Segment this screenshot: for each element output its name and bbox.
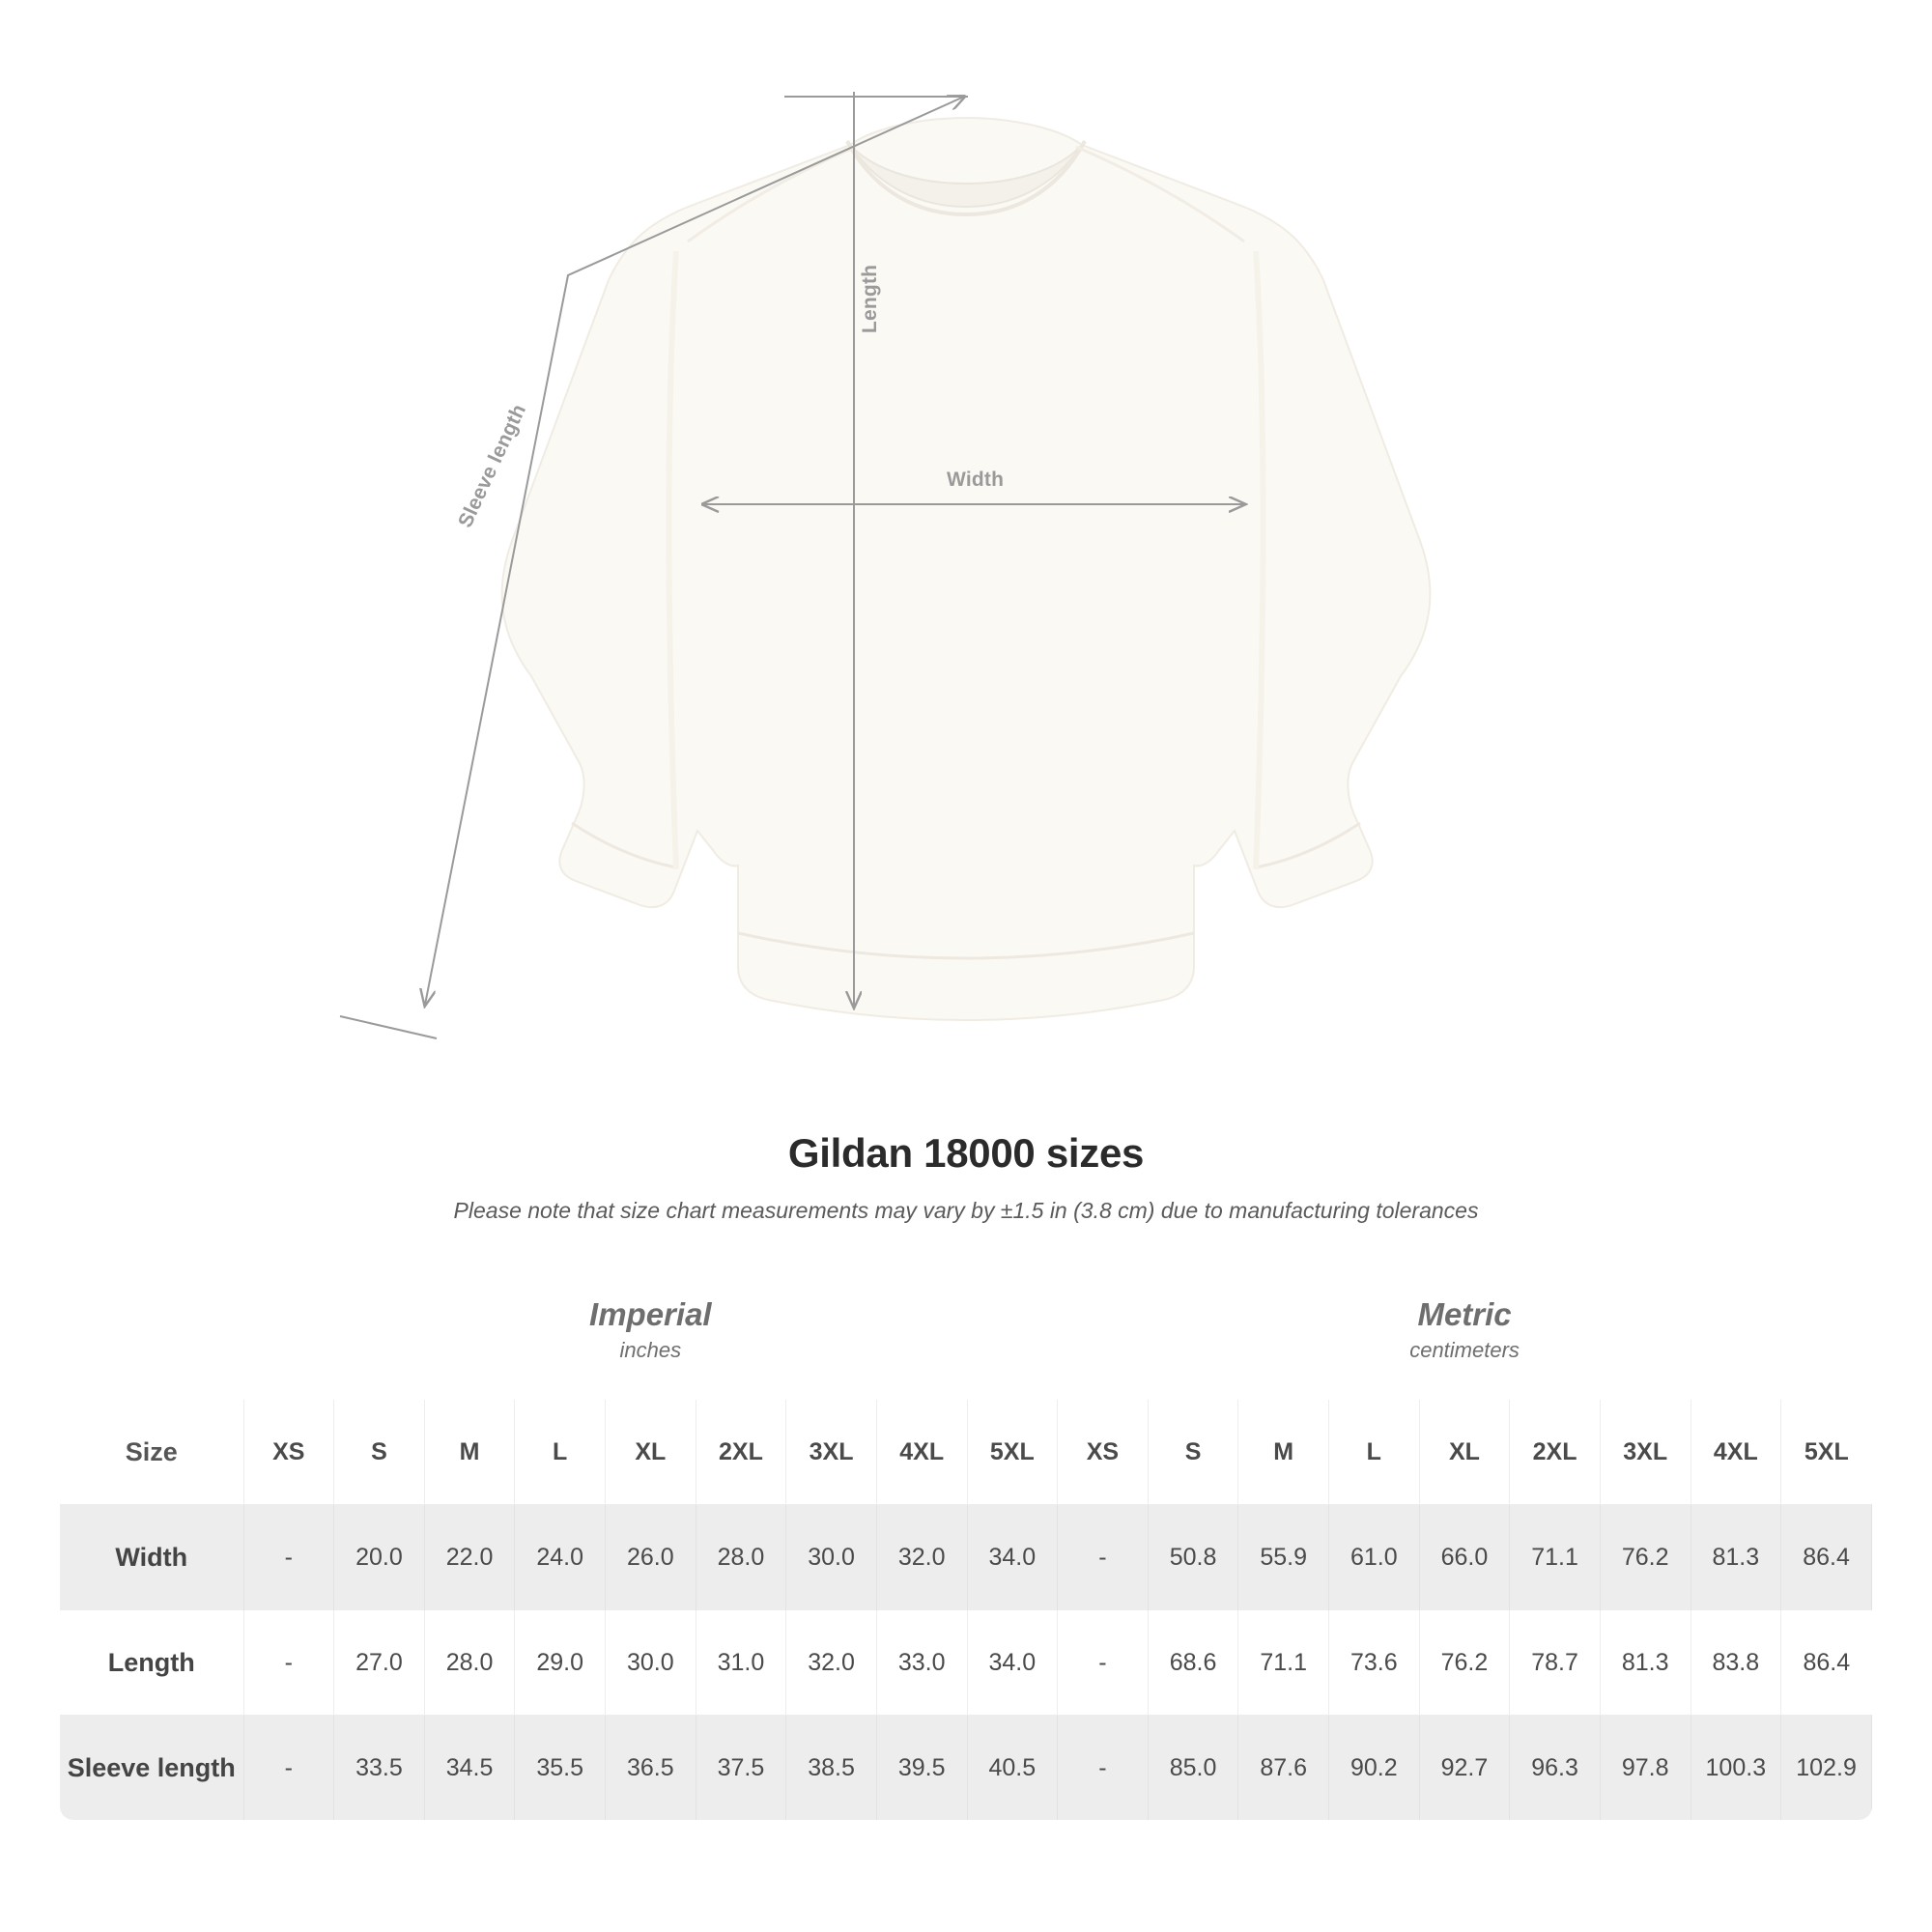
cell-length-metric-5xl: 86.4 xyxy=(1781,1610,1872,1716)
cell-width-imperial-m: 22.0 xyxy=(424,1505,515,1610)
cell-sleeve-imperial-4xl: 39.5 xyxy=(876,1716,967,1821)
cell-length-metric-3xl: 81.3 xyxy=(1600,1610,1690,1716)
size-table-wrapper xyxy=(60,1264,1872,1820)
table-row xyxy=(60,1610,1872,1716)
row-label-length: Length xyxy=(60,1610,243,1716)
cell-sleeve-imperial-xl: 36.5 xyxy=(606,1716,696,1821)
header-metric-m: M xyxy=(1238,1400,1329,1505)
cell-sleeve-imperial-3xl: 38.5 xyxy=(786,1716,877,1821)
cell-sleeve-imperial-s: 33.5 xyxy=(334,1716,425,1821)
header-imperial-4xl: 4XL xyxy=(876,1400,967,1505)
header-metric-2xl: 2XL xyxy=(1510,1400,1601,1505)
cell-width-imperial-3xl: 30.0 xyxy=(786,1505,877,1610)
cell-width-metric-xs: - xyxy=(1058,1505,1149,1610)
header-metric-5xl: 5XL xyxy=(1781,1400,1872,1505)
cell-length-imperial-xs: - xyxy=(243,1610,334,1716)
size-header-row xyxy=(60,1400,1872,1505)
header-metric-4xl: 4XL xyxy=(1690,1400,1781,1505)
unit-metric-name: Metric xyxy=(1417,1296,1512,1333)
cell-length-metric-xl: 76.2 xyxy=(1419,1610,1510,1716)
header-imperial-s: S xyxy=(334,1400,425,1505)
cell-width-metric-l: 61.0 xyxy=(1329,1505,1420,1610)
unit-header-row xyxy=(60,1264,1872,1400)
cell-length-imperial-s: 27.0 xyxy=(334,1610,425,1716)
unit-imperial xyxy=(243,1264,1058,1400)
cell-length-metric-l: 73.6 xyxy=(1329,1610,1420,1716)
header-metric-l: L xyxy=(1329,1400,1420,1505)
cell-length-metric-2xl: 78.7 xyxy=(1510,1610,1601,1716)
header-imperial-m: M xyxy=(424,1400,515,1505)
cell-width-metric-m: 55.9 xyxy=(1238,1505,1329,1610)
cell-length-imperial-4xl: 33.0 xyxy=(876,1610,967,1716)
cell-sleeve-imperial-xs: - xyxy=(243,1716,334,1821)
header-imperial-l: L xyxy=(515,1400,606,1505)
header-imperial-3xl: 3XL xyxy=(786,1400,877,1505)
unit-row-spacer xyxy=(60,1264,243,1400)
cell-width-metric-s: 50.8 xyxy=(1148,1505,1238,1610)
header-imperial-xl: XL xyxy=(606,1400,696,1505)
header-imperial-xs: XS xyxy=(243,1400,334,1505)
cell-width-imperial-l: 24.0 xyxy=(515,1505,606,1610)
cell-length-imperial-l: 29.0 xyxy=(515,1610,606,1716)
unit-metric-sub: centimeters xyxy=(1409,1338,1520,1363)
cell-sleeve-metric-xs: - xyxy=(1058,1716,1149,1821)
header-size: Size xyxy=(60,1400,243,1505)
cell-width-metric-5xl: 86.4 xyxy=(1781,1505,1872,1610)
cell-length-imperial-m: 28.0 xyxy=(424,1610,515,1716)
header-metric-xl: XL xyxy=(1419,1400,1510,1505)
cell-sleeve-metric-l: 90.2 xyxy=(1329,1716,1420,1821)
cell-width-imperial-s: 20.0 xyxy=(334,1505,425,1610)
tolerance-note: Please note that size chart measurements may vary by ±1.5 in (3.8 cm) due to manufacturing tolerances xyxy=(453,1198,1479,1223)
unit-imperial-sub: inches xyxy=(619,1338,682,1363)
cell-length-metric-s: 68.6 xyxy=(1148,1610,1238,1716)
unit-imperial-name: Imperial xyxy=(589,1296,712,1333)
length-dimension-label: Length xyxy=(859,264,881,333)
width-dimension-label: Width xyxy=(947,469,1005,491)
cell-length-imperial-3xl: 32.0 xyxy=(786,1610,877,1716)
header-metric-3xl: 3XL xyxy=(1600,1400,1690,1505)
title-block xyxy=(0,1130,1932,1224)
row-label-width: Width xyxy=(60,1505,243,1610)
sleeve-length-dimension-label: Sleeve length xyxy=(454,400,531,531)
cell-length-metric-4xl: 83.8 xyxy=(1690,1610,1781,1716)
cell-sleeve-metric-2xl: 96.3 xyxy=(1510,1716,1601,1821)
cell-width-imperial-4xl: 32.0 xyxy=(876,1505,967,1610)
cell-length-metric-xs: - xyxy=(1058,1610,1149,1716)
cell-length-metric-m: 71.1 xyxy=(1238,1610,1329,1716)
size-table xyxy=(60,1264,1872,1820)
table-row xyxy=(60,1505,1872,1610)
cell-sleeve-metric-xl: 92.7 xyxy=(1419,1716,1510,1821)
cell-sleeve-metric-4xl: 100.3 xyxy=(1690,1716,1781,1821)
unit-metric xyxy=(1058,1264,1872,1400)
cell-length-imperial-2xl: 31.0 xyxy=(696,1610,786,1716)
table-row xyxy=(60,1716,1872,1821)
cell-sleeve-metric-s: 85.0 xyxy=(1148,1716,1238,1821)
cell-width-imperial-xs: - xyxy=(243,1505,334,1610)
cell-length-imperial-xl: 30.0 xyxy=(606,1610,696,1716)
cell-width-imperial-xl: 26.0 xyxy=(606,1505,696,1610)
header-metric-s: S xyxy=(1148,1400,1238,1505)
header-imperial-5xl: 5XL xyxy=(967,1400,1058,1505)
row-label-sleeve-length: Sleeve length xyxy=(60,1716,243,1821)
cell-width-metric-3xl: 76.2 xyxy=(1600,1505,1690,1610)
sweatshirt-shape xyxy=(502,118,1431,1020)
cell-width-imperial-2xl: 28.0 xyxy=(696,1505,786,1610)
cell-sleeve-imperial-m: 34.5 xyxy=(424,1716,515,1821)
cell-width-imperial-5xl: 34.0 xyxy=(967,1505,1058,1610)
cell-sleeve-imperial-2xl: 37.5 xyxy=(696,1716,786,1821)
cell-sleeve-metric-m: 87.6 xyxy=(1238,1716,1329,1821)
sleeve-end-tick xyxy=(340,1016,437,1038)
header-imperial-2xl: 2XL xyxy=(696,1400,786,1505)
cell-sleeve-metric-3xl: 97.8 xyxy=(1600,1716,1690,1821)
cell-width-metric-xl: 66.0 xyxy=(1419,1505,1510,1610)
cell-length-imperial-5xl: 34.0 xyxy=(967,1610,1058,1716)
header-metric-xs: XS xyxy=(1058,1400,1149,1505)
page-title: Gildan 18000 sizes xyxy=(787,1130,1145,1176)
cell-width-metric-4xl: 81.3 xyxy=(1690,1505,1781,1610)
cell-width-metric-2xl: 71.1 xyxy=(1510,1505,1601,1610)
cell-sleeve-imperial-l: 35.5 xyxy=(515,1716,606,1821)
cell-sleeve-metric-5xl: 102.9 xyxy=(1781,1716,1872,1821)
cell-sleeve-imperial-5xl: 40.5 xyxy=(967,1716,1058,1821)
